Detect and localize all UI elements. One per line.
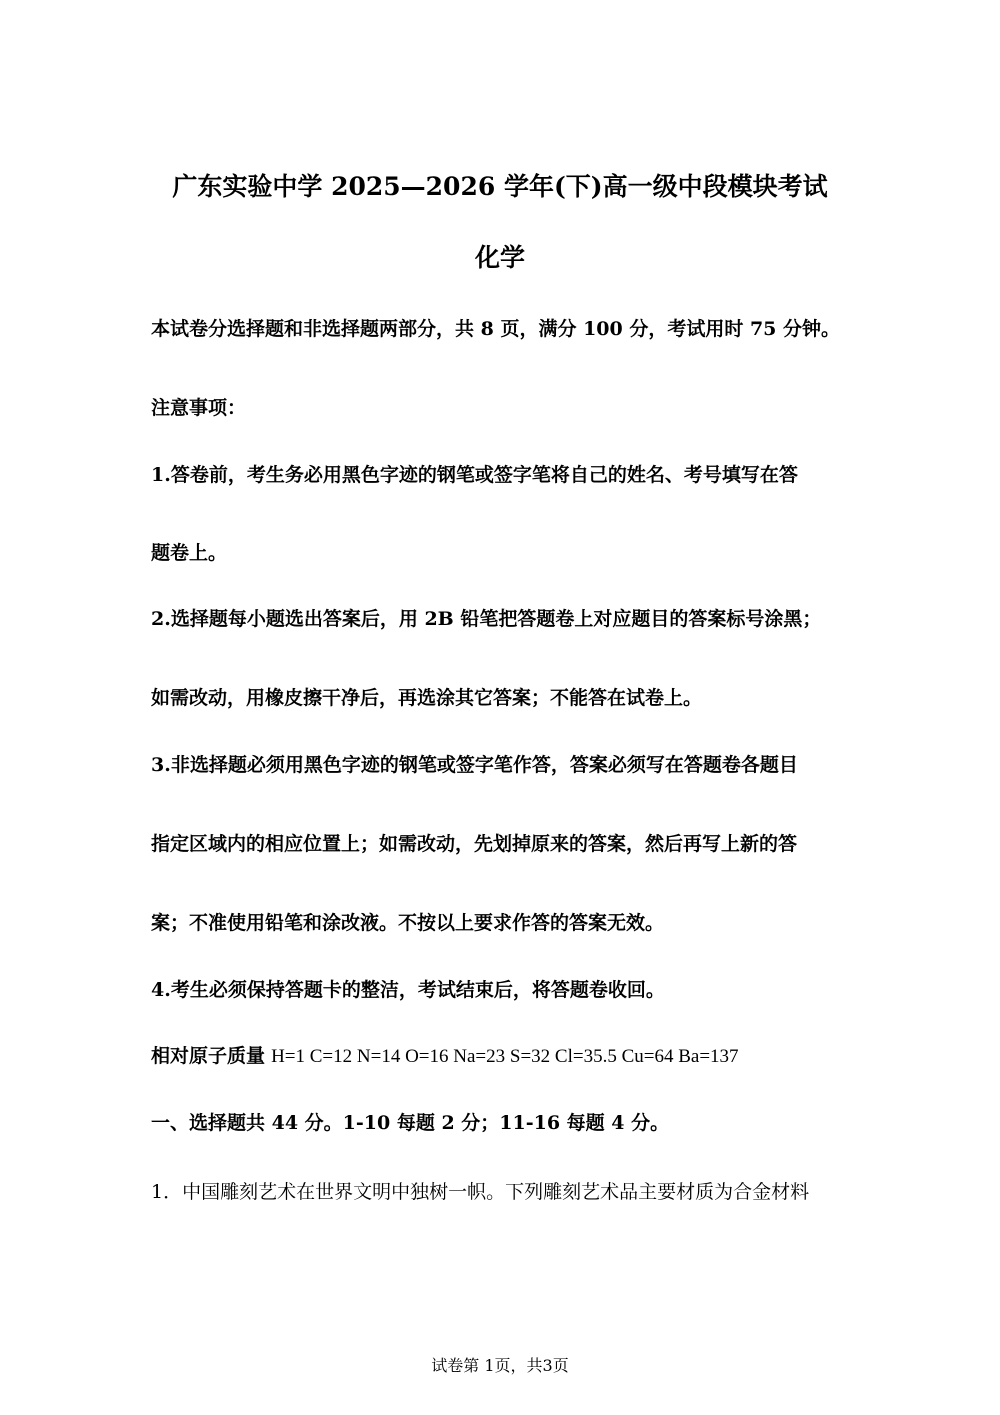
exam-title: 广东实验中学 2025—2026 学年(下)高一级中段模块考试 xyxy=(172,172,828,201)
note-line: 3.非选择题必须用黑色字迹的钢笔或签字笔作答，答案必须写在答题卷各题目 xyxy=(151,754,798,776)
question-1-text: 1．中国雕刻艺术在世界文明中独树一帜。下列雕刻艺术品主要材质为合金材料 xyxy=(151,1181,810,1203)
note-line: 案；不准使用铅笔和涂改液。不按以上要求作答的答案无效。 xyxy=(151,912,665,934)
note-line: 1.答卷前，考生务必用黑色字迹的钢笔或签字笔将自己的姓名、考号填写在答 xyxy=(151,464,798,486)
note-line: 如需改动，用橡皮擦干净后，再选涂其它答案；不能答在试卷上。 xyxy=(151,687,703,709)
exam-intro: 本试卷分选择题和非选择题两部分，共 8 页，满分 100 分，考试用时 75 分钟。 xyxy=(151,318,841,340)
note-line: 4.考生必须保持答题卡的整洁，考试结束后，将答题卷收回。 xyxy=(151,979,665,1001)
section-heading: 一、选择题共 44 分。1-10 每题 2 分；11-16 每题 4 分。 xyxy=(151,1112,670,1134)
atomic-mass-label: 相对原子质量 xyxy=(151,1045,266,1067)
exam-subject: 化学 xyxy=(474,243,525,272)
note-line: 题卷上。 xyxy=(151,542,228,564)
note-line: 2.选择题每小题选出答案后，用 2B 铅笔把答题卷上对应题目的答案标号涂黑； xyxy=(151,608,822,630)
note-line: 指定区域内的相应位置上；如需改动，先划掉原来的答案，然后再写上新的答 xyxy=(151,833,798,855)
atomic-mass-line xyxy=(151,1044,739,1069)
notes-heading: 注意事项： xyxy=(151,397,247,419)
atomic-mass-values: H=1 C=12 N=14 O=16 Na=23 S=32 Cl=35.5 Cu=64 Ba=137 xyxy=(271,1046,739,1067)
page-footer: 试卷第 1页，共3页 xyxy=(431,1356,569,1375)
